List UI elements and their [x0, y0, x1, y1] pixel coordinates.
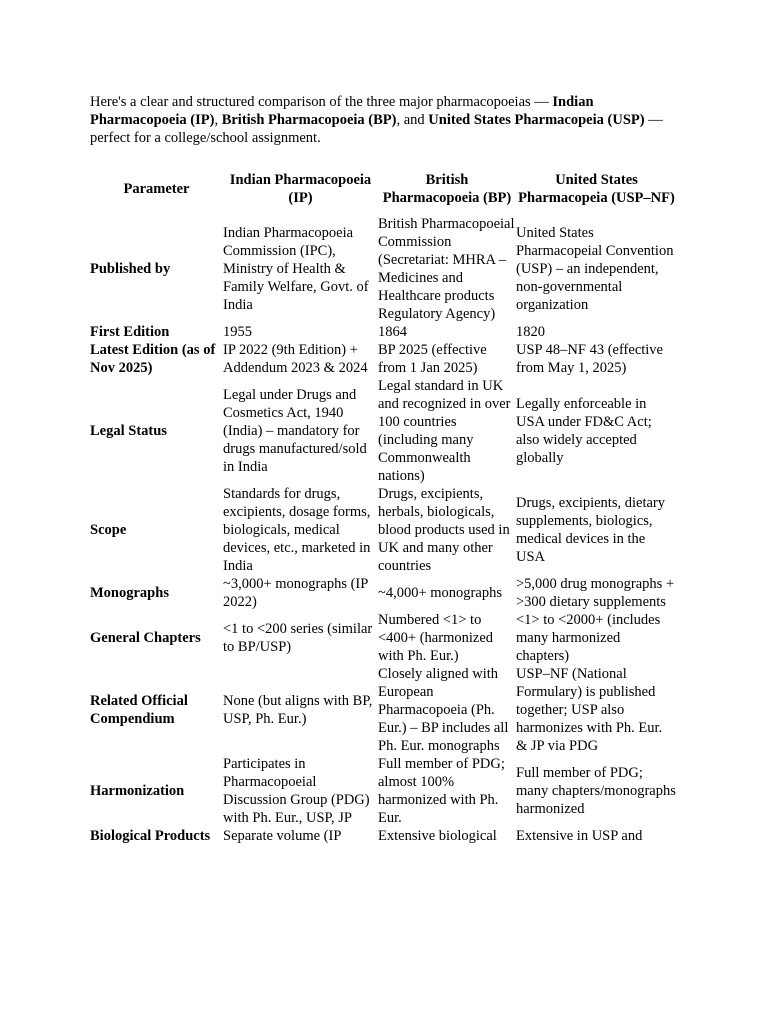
row-label: Scope — [90, 522, 127, 538]
cell-bp: British Pharmacopoeial Commission (Secretariat: MHRA – Medicines and Healthcare products Regulatory Agency) — [378, 216, 515, 322]
header-parameter: Parameter — [123, 181, 190, 197]
cell-bp: Numbered <1> to <400+ (harmonized with Ph. Eur.) — [378, 612, 494, 664]
row-label: Published by — [90, 261, 171, 277]
intro-bold-bp: British Pharmacopoeia (BP) — [221, 112, 397, 128]
intro-text-3: , and — [396, 112, 429, 128]
cell-usp: Legally enforceable in USA under FD&C Act; also widely accepted globally — [516, 396, 652, 466]
cell-ip: Standards for drugs, excipients, dosage forms, biologicals, medical devices, etc., marketed in India — [223, 486, 371, 574]
table-row — [90, 377, 677, 485]
cell-bp: 1864 — [378, 324, 407, 340]
row-label: General Chapters — [90, 630, 201, 646]
comparison-table — [90, 171, 677, 845]
cell-bp: Extensive biological — [378, 828, 497, 844]
table-row — [90, 485, 677, 575]
table-row — [90, 341, 677, 377]
table-row — [90, 575, 677, 611]
row-label: Harmonization — [90, 783, 185, 799]
cell-usp: <1> to <2000+ (includes many harmonized chapters) — [516, 612, 661, 664]
cell-usp: 1820 — [516, 324, 545, 340]
intro-paragraph — [90, 93, 680, 147]
intro-text-2: , — [214, 112, 222, 128]
header-bp: British Pharmacopoeia (BP) — [382, 172, 512, 206]
cell-usp: United States Pharmacopeial Convention (USP) – an independent, non-governmental organization — [516, 225, 674, 313]
row-label: Legal Status — [90, 423, 167, 439]
table-header-row — [90, 171, 677, 215]
header-ip: Indian Pharmacopoeia (IP) — [229, 172, 372, 206]
cell-ip: Separate volume (IP — [223, 828, 342, 844]
cell-ip: Indian Pharmacopoeia Commission (IPC), Ministry of Health & Family Welfare, Govt. of India — [223, 225, 369, 313]
cell-ip: ~3,000+ monographs (IP 2022) — [223, 576, 368, 610]
table-row — [90, 827, 677, 845]
cell-ip: Legal under Drugs and Cosmetics Act, 1940 (India) – mandatory for drugs manufactured/sold in India — [223, 387, 367, 475]
cell-usp: USP 48–NF 43 (effective from May 1, 2025) — [516, 342, 663, 376]
intro-bold-ip: Indian Pharmacopoeia (IP) — [90, 94, 594, 128]
document-page — [90, 93, 680, 845]
row-label: First Edition — [90, 324, 170, 340]
cell-usp: USP–NF (National Formulary) is published together; USP also harmonizes with Ph. Eur. & JP via PDG — [516, 666, 663, 754]
cell-bp: ~4,000+ monographs — [378, 585, 502, 601]
cell-usp: Extensive in USP and — [516, 828, 643, 844]
row-label: Biological Products — [90, 828, 211, 844]
cell-ip: None (but aligns with BP, USP, Ph. Eur.) — [223, 693, 373, 727]
table-row — [90, 755, 677, 827]
table-row — [90, 665, 677, 755]
cell-bp: Closely aligned with European Pharmacopoeia (Ph. Eur.) – BP includes all Ph. Eur. monographs — [378, 666, 509, 754]
cell-usp: >5,000 drug monographs + >300 dietary supplements — [516, 576, 675, 610]
intro-text-4: — perfect for a college/school assignment. — [90, 112, 663, 146]
cell-bp: Full member of PDG; almost 100% harmonized with Ph. Eur. — [378, 756, 505, 826]
cell-ip: <1 to <200 series (similar to BP/USP) — [223, 621, 373, 655]
cell-bp: Drugs, excipients, herbals, biologicals, blood products used in UK and many other countries — [378, 486, 510, 574]
table-row — [90, 323, 677, 341]
row-label: Latest Edition (as of Nov 2025) — [90, 342, 216, 376]
table-row — [90, 611, 677, 665]
intro-bold-usp: United States Pharmacopeia (USP) — [428, 112, 645, 128]
header-usp: United States Pharmacopeia (USP–NF) — [518, 172, 675, 206]
cell-ip: IP 2022 (9th Edition) + Addendum 2023 & 2024 — [223, 342, 368, 376]
cell-ip: 1955 — [223, 324, 252, 340]
row-label: Monographs — [90, 585, 169, 601]
cell-bp: Legal standard in UK and recognized in over 100 countries (including many Commonwealth nations) — [378, 378, 511, 484]
table-row — [90, 215, 677, 323]
row-label: Related Official Compendium — [90, 693, 188, 727]
cell-bp: BP 2025 (effective from 1 Jan 2025) — [378, 342, 487, 376]
cell-ip: Participates in Pharmacopoeial Discussion Group (PDG) with Ph. Eur., USP, JP — [223, 756, 370, 826]
intro-text-1: Here's a clear and structured comparison of the three major pharmacopoeias — — [90, 94, 553, 110]
cell-usp: Drugs, excipients, dietary supplements, biologics, medical devices in the USA — [516, 495, 665, 565]
cell-usp: Full member of PDG; many chapters/monographs harmonized — [516, 765, 676, 817]
